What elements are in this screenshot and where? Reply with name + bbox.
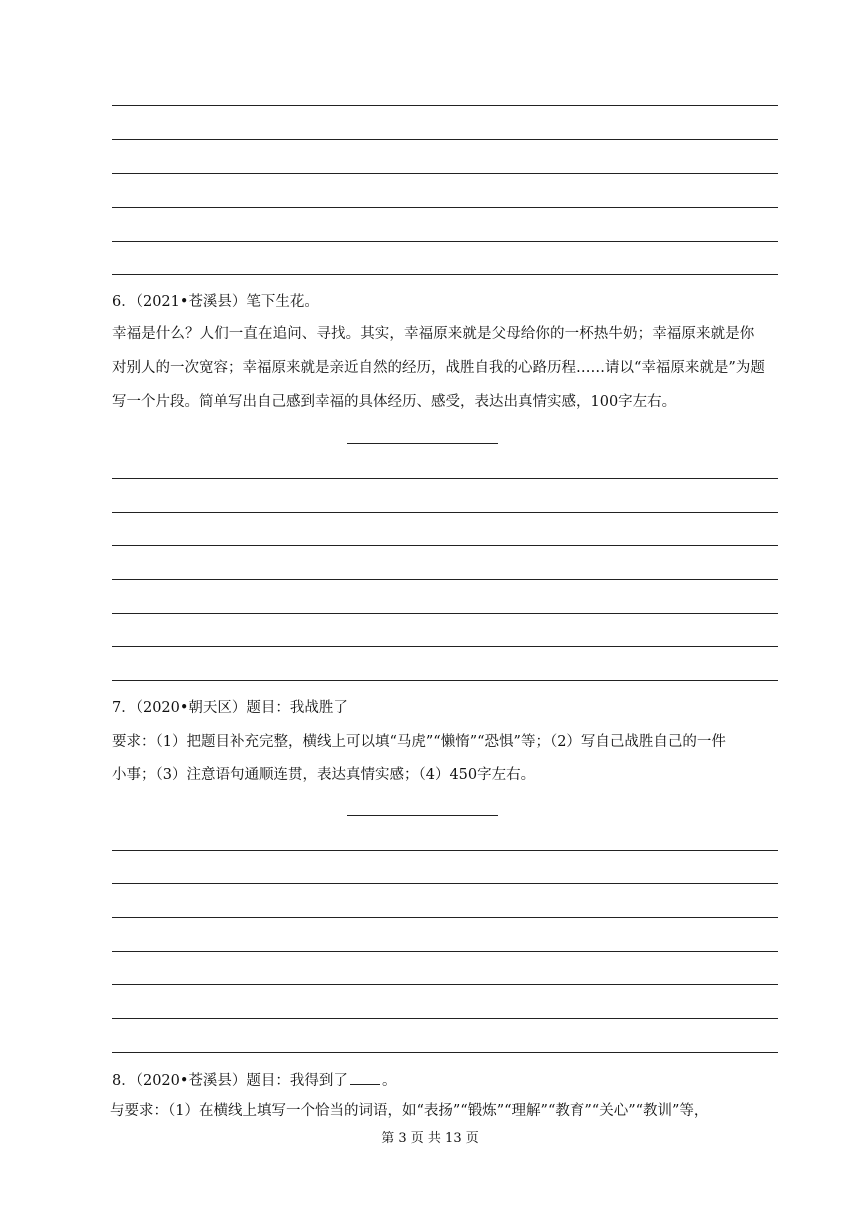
writing-line — [112, 173, 778, 174]
question-text: 小事；（3）注意语句通顺连贯，表达真情实感；（4）450字左右。 — [112, 767, 536, 783]
writing-line — [112, 105, 778, 106]
writing-line — [112, 579, 778, 580]
question-text: 要求：（1）把题目补充完整，横线上可以填“马虎”“懒惰”“恐惧”等；（2）写自己战胜自己的一件 — [112, 734, 726, 750]
writing-line — [112, 478, 778, 479]
writing-line — [112, 1018, 778, 1019]
writing-line — [112, 1052, 778, 1053]
question-text: 幸福是什么？人们一直在追问、寻找。其实，幸福原来就是父母给你的一杯热牛奶；幸福原来就是你 — [112, 326, 755, 342]
writing-line — [112, 139, 778, 140]
writing-line — [112, 274, 778, 275]
heading-text: 8．（2020•苍溪县）题目：我得到了 — [112, 1073, 348, 1089]
writing-line — [112, 545, 778, 546]
question-text: 对别人的一次宽容；幸福原来就是亲近自然的经历，战胜自我的心路历程……请以“幸福原来就是”为题 — [112, 360, 765, 376]
inline-blank[interactable] — [350, 1070, 380, 1085]
writing-line — [112, 613, 778, 614]
writing-line — [112, 883, 778, 884]
writing-line — [112, 850, 778, 851]
writing-line — [112, 680, 778, 681]
writing-line — [112, 646, 778, 647]
heading-end: 。 — [381, 1073, 397, 1089]
writing-line — [112, 984, 778, 985]
writing-line — [112, 512, 778, 513]
page-footer: 第 3 页 共 13 页 — [381, 1131, 479, 1146]
writing-line — [112, 207, 778, 208]
question-heading: 6．（2021•苍溪县）笔下生花。 — [112, 294, 319, 310]
question-heading — [112, 1070, 396, 1091]
writing-line — [112, 241, 778, 242]
question-heading: 7．（2020•朝天区）题目：我战胜了 — [112, 700, 348, 716]
writing-line — [112, 951, 778, 952]
title-blank[interactable] — [347, 443, 498, 444]
question-text: 写一个片段。简单写出自己感到幸福的具体经历、感受，表达出真情实感，100字左右。 — [112, 394, 677, 410]
question-text: 与要求：（1）在横线上填写一个恰当的词语，如“表扬”“锻炼”“理解”“教育”“关心”“教训”等， — [110, 1103, 709, 1119]
title-blank[interactable] — [347, 815, 498, 816]
writing-line — [112, 917, 778, 918]
